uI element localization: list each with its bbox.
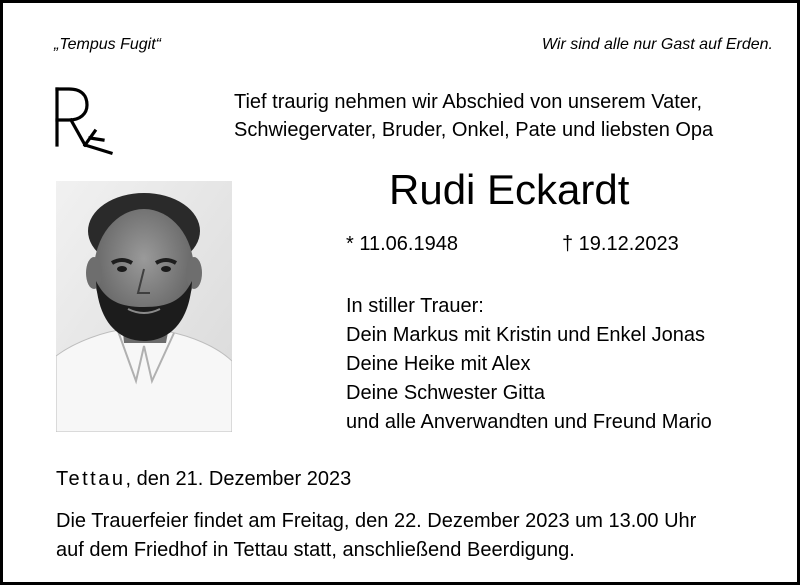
service-line: auf dem Friedhof in Tettau statt, anschließend Beerdigung. [56,539,575,561]
mourners-list [346,292,712,437]
deceased-name: Rudi Eckardt [389,166,630,213]
portrait-illustration [56,181,232,432]
mourners-heading: In stiller Trauer: [346,295,484,317]
place-date [56,468,351,491]
mourner-line: und alle Anverwandten und Freund Mario [346,411,712,433]
intro-text [234,88,713,144]
intro-line: Tief traurig nehmen wir Abschied von unserem Vater, [234,91,703,113]
mourner-line: Deine Schwester Gitta [346,382,545,404]
motto-right: Wir sind alle nur Gast auf Erden. [541,36,773,53]
place: Tettau [56,468,126,490]
re-monogram-icon [49,83,119,161]
death-date: † 19.12.2023 [562,233,679,255]
service-line: Die Trauerfeier findet am Freitag, den 22. Dezember 2023 um 13.00 Uhr [56,510,697,532]
motto-left: „Tempus Fugit“ [54,36,161,53]
mourner-line: Deine Heike mit Alex [346,353,531,375]
portrait-photo [56,181,232,432]
date-text: , den 21. Dezember 2023 [125,468,352,490]
intro-line: Schwiegervater, Bruder, Onkel, Pate und liebsten Opa [234,119,714,141]
mourner-line: Dein Markus mit Kristin und Enkel Jonas [346,324,706,346]
service-info [56,507,696,565]
birth-date: * 11.06.1948 [346,233,458,255]
